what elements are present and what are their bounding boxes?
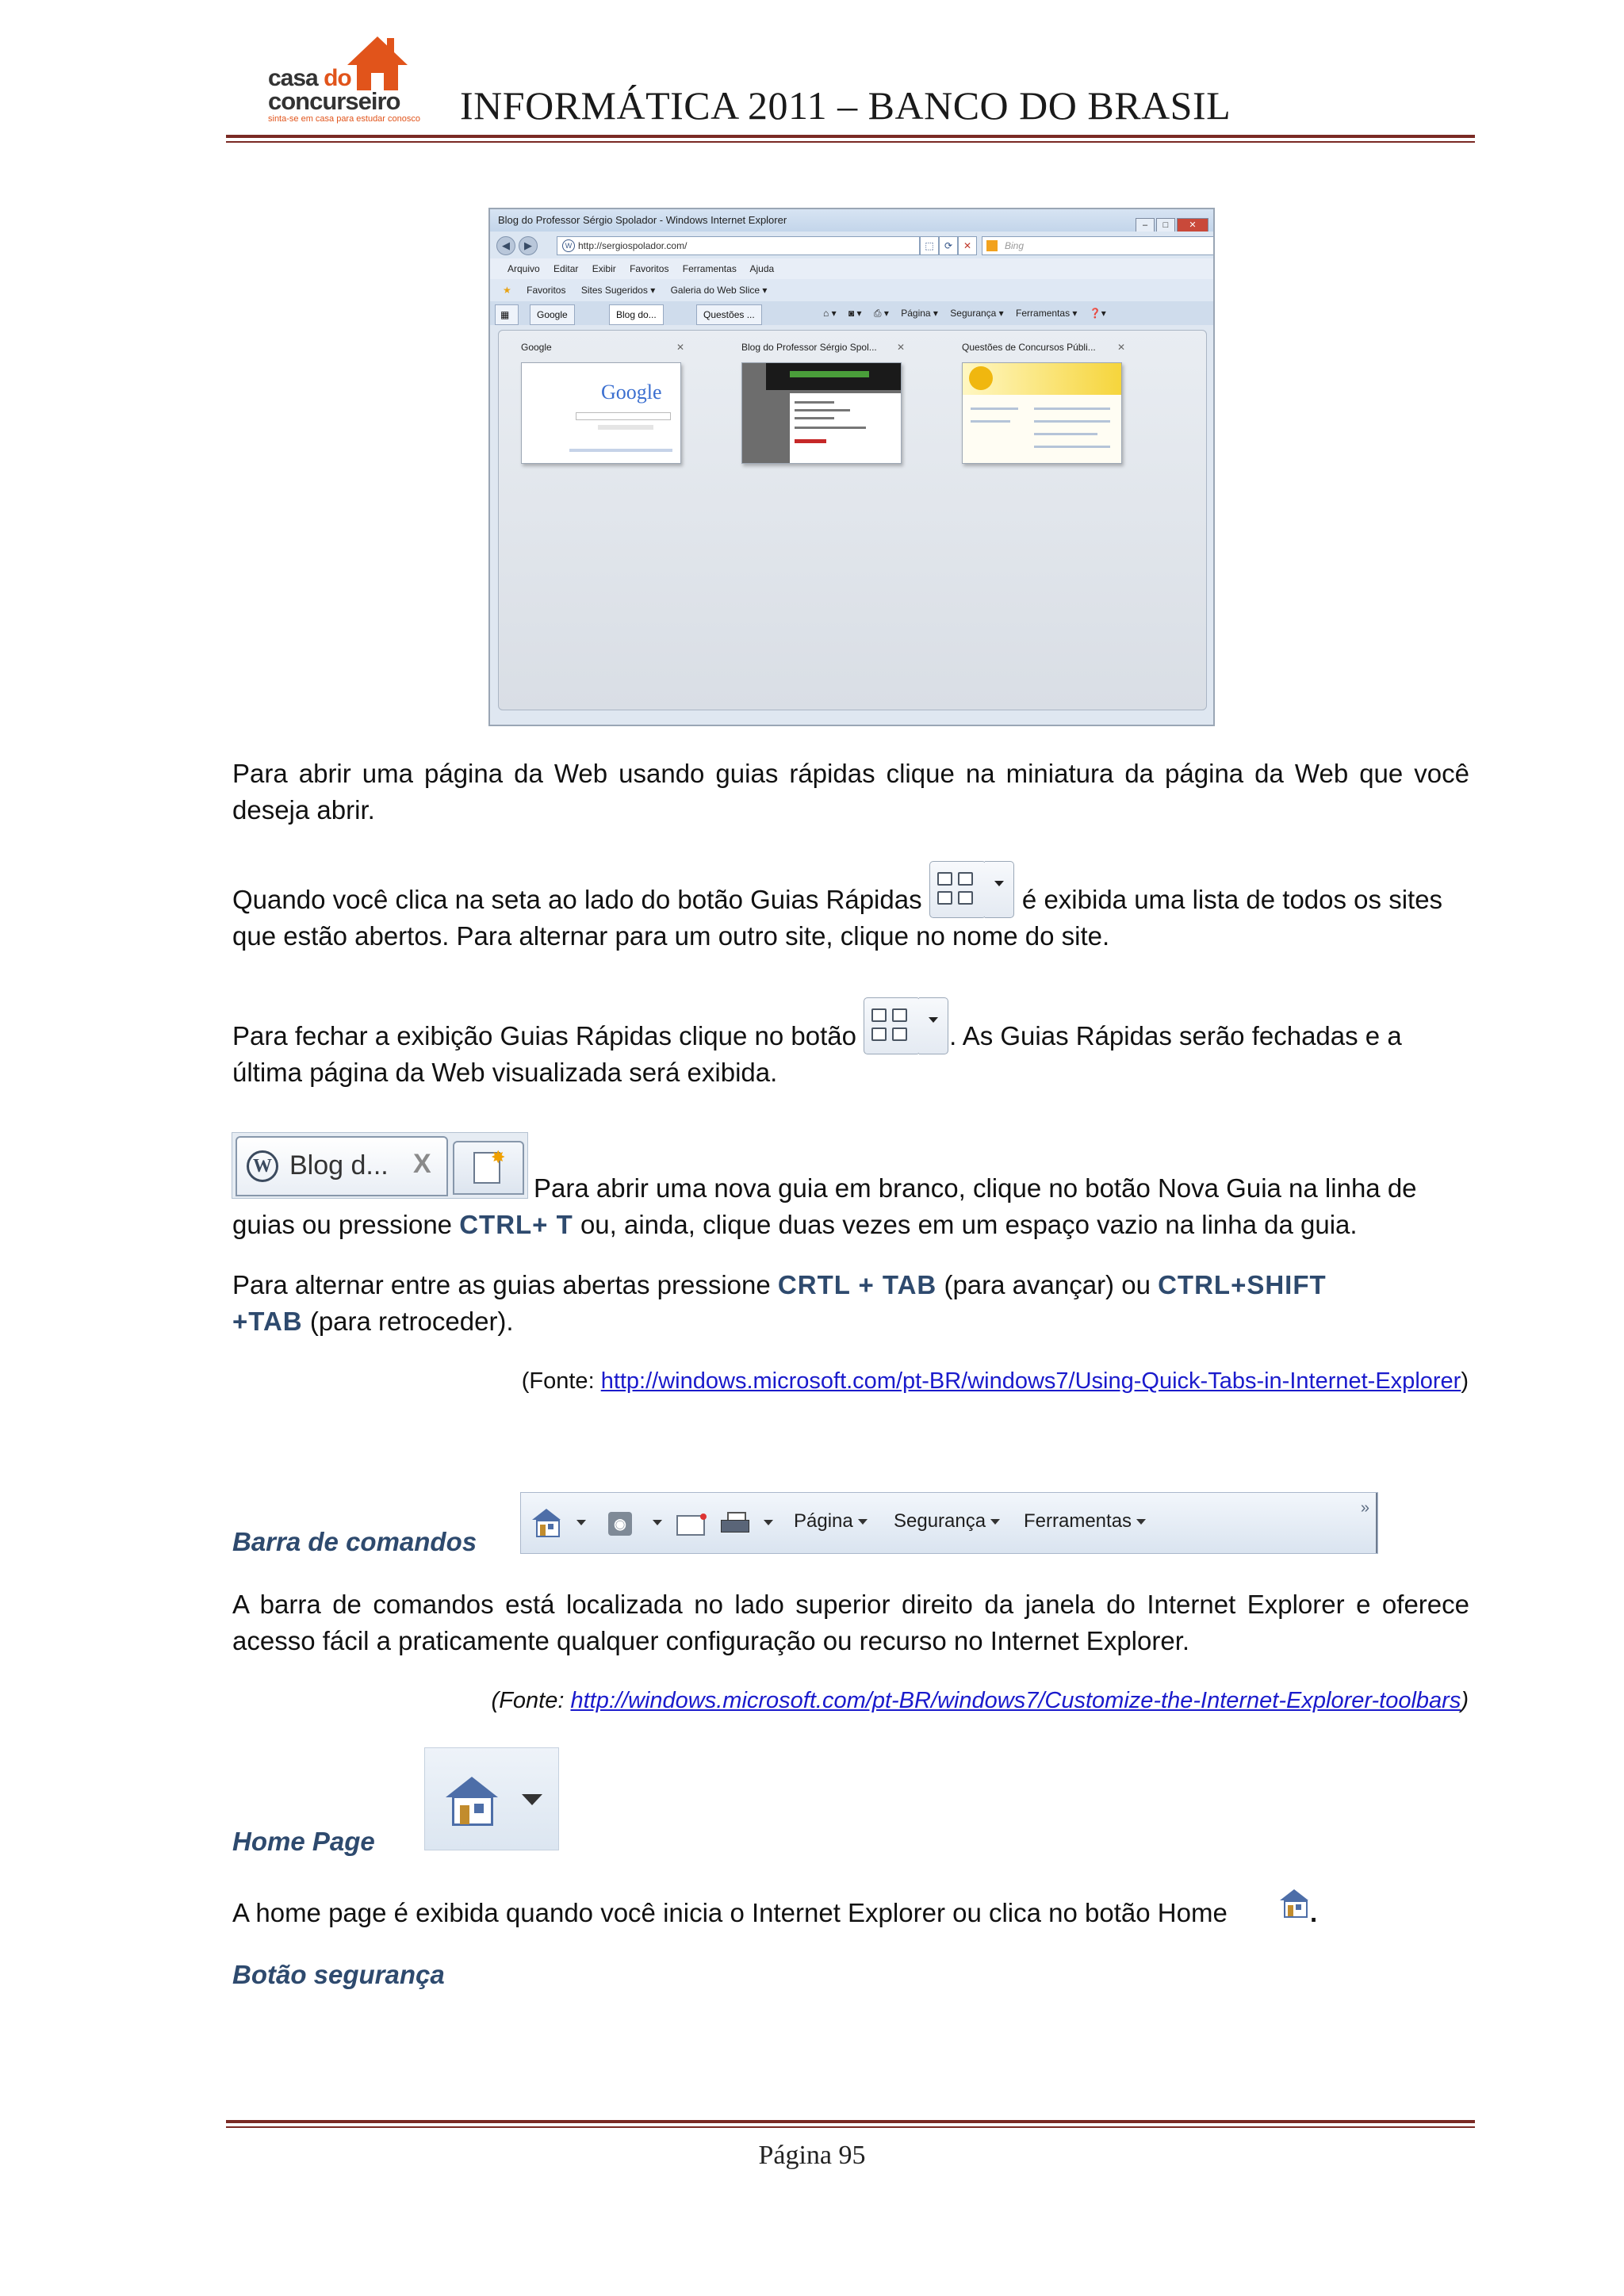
close-icon: ✕ — [676, 342, 684, 353]
home-mini-icon: ⌂ ▾ — [823, 308, 837, 319]
close-icon: ✕ — [1116, 342, 1125, 353]
close-icon: X — [413, 1149, 431, 1179]
ie-tab-row — [490, 301, 1213, 325]
paragraph-home-page — [232, 1895, 1228, 1931]
paragraph-quick-tabs-open: Para abrir uma página da Web usando guias rápidas clique na miniatura da página da Web que você deseja abrir. — [232, 759, 1469, 825]
quick-tab-title-text: Blog do Professor Sérgio Spol... — [741, 342, 877, 353]
p4-text-after: ou, ainda, clique duas vezes em um espaço vazio na linha da guia. — [573, 1210, 1358, 1239]
header-title: INFORMÁTICA 2011 – BANCO DO BRASIL — [460, 83, 1231, 128]
stop-icon: ✕ — [958, 236, 977, 255]
command-seguranca-label: Segurança — [894, 1510, 986, 1532]
quick-tab-title-text: Google — [521, 342, 552, 353]
shortcut-ctrl-tab: CRTL + TAB — [777, 1270, 937, 1299]
fav-favoritos: Favoritos — [527, 285, 566, 296]
chevron-down-icon — [576, 1520, 586, 1525]
ie-quick-tabs-view — [498, 330, 1207, 710]
p5-text-mid: (para avançar) ou — [936, 1270, 1159, 1299]
source-suffix: ) — [1461, 1688, 1469, 1713]
text-line — [795, 427, 866, 429]
chevron-down-icon — [653, 1520, 662, 1525]
close-icon: ✕ — [896, 342, 905, 353]
logo-line2: concurseiro — [268, 87, 400, 115]
more-icon: » — [1360, 1499, 1369, 1517]
compat-icon: ⬚ — [920, 236, 939, 255]
home-window — [548, 1524, 553, 1529]
text-line — [1034, 420, 1110, 423]
paragraph-switch-tabs-line1 — [232, 1267, 1327, 1303]
chevron-down-icon — [985, 861, 1014, 918]
text-line — [971, 420, 1010, 423]
grid-cell — [871, 1027, 887, 1041]
logo-do: do — [324, 65, 351, 91]
home-door — [460, 1805, 469, 1824]
p3-text-before: Para fechar a exibição Guias Rápidas clique no botão — [232, 1021, 856, 1050]
feed-mini-icon: ◙ ▾ — [848, 308, 862, 319]
text-line — [795, 417, 834, 419]
page-number: Página 95 — [758, 2141, 866, 2170]
home-icon — [1280, 1889, 1308, 1916]
heading-home-page: Home Page — [232, 1827, 375, 1856]
highlight-line — [795, 439, 826, 443]
logo-casa: casa — [268, 65, 318, 91]
footer-rule — [226, 2120, 1475, 2123]
search-buttons — [598, 425, 653, 430]
source-toolbars — [492, 1688, 1469, 1714]
paragraph-new-tab-line2 — [232, 1207, 1358, 1243]
command-ferramentas-label: Ferramentas — [1024, 1510, 1132, 1532]
header-rule-thin — [226, 141, 1475, 143]
menu-exibir: Exibir — [592, 263, 616, 274]
text-line — [1034, 433, 1097, 435]
quick-tab-thumbnail — [741, 362, 902, 464]
ie-quick-tabs-screenshot — [488, 208, 1215, 726]
printer-body — [721, 1520, 749, 1533]
back-icon: ◀ — [496, 236, 515, 255]
quick-tab-title — [741, 342, 908, 358]
mini-ferramentas: Ferramentas ▾ — [1016, 308, 1078, 319]
maximize-icon: □ — [1156, 218, 1175, 232]
tab-questoes: Questões ... — [696, 304, 762, 325]
source-link-toolbars[interactable]: http://windows.microsoft.com/pt-BR/windows7/Customize-the-Internet-Explorer-toolbars — [570, 1688, 1461, 1713]
fav-sites-sugeridos: Sites Sugeridos ▾ — [580, 285, 656, 296]
command-ferramentas — [1024, 1510, 1146, 1533]
ie-search-box: Bing — [982, 236, 1215, 255]
home-roof — [1280, 1889, 1308, 1900]
chevron-down-icon — [919, 997, 948, 1054]
chevron-down-icon — [990, 1519, 1000, 1525]
forward-icon: ▶ — [519, 236, 538, 255]
text-line — [795, 401, 834, 404]
paragraph-quick-tabs-close — [232, 997, 1469, 1091]
tab-google: Google — [530, 304, 575, 325]
source-prefix: (Fonte: — [491, 1688, 571, 1713]
paragraph-command-bar: A barra de comandos está localizada no lado superior direito da janela do Internet Explorer e oferece acesso fácil a praticamente qualquer configuração ou recurso no Internet Explorer. — [232, 1590, 1469, 1655]
wordpress-icon: W — [247, 1150, 278, 1182]
heading-barra-de-comandos: Barra de comandos — [232, 1527, 477, 1556]
grid-cell — [871, 1008, 887, 1022]
grid-cell — [958, 891, 973, 905]
p7-end-period: . — [1310, 1898, 1318, 1927]
menu-editar: Editar — [553, 263, 579, 274]
paragraph-quick-tabs-arrow — [232, 861, 1469, 955]
mini-seguranca: Segurança ▾ — [950, 308, 1004, 319]
footer-rule-thin — [226, 2126, 1475, 2128]
blog-tab-label: Blog d... — [289, 1150, 389, 1181]
close-icon: ✕ — [1177, 218, 1208, 232]
command-bar-image — [520, 1492, 1378, 1554]
shortcut-tab: +TAB — [232, 1307, 303, 1336]
home-window — [474, 1804, 484, 1813]
text-line — [1034, 408, 1110, 410]
favorites-star-icon: ★ — [503, 285, 511, 296]
p2-text-before: Quando você clica na seta ao lado do botão Guias Rápidas — [232, 885, 922, 914]
home-inline-icon-wrap — [1278, 1888, 1310, 1919]
grid-cell — [892, 1008, 907, 1022]
quick-tab-title — [521, 342, 688, 358]
grid-cell — [892, 1027, 907, 1041]
p5-text-before: Para alternar entre as guias abertas pressione — [232, 1270, 778, 1299]
feeds-icon: ◉ — [608, 1512, 632, 1536]
paragraph-new-tab-line1: Para abrir uma nova guia em branco, clique no botão Nova Guia na linha de — [534, 1173, 1417, 1203]
heading-botao-seguranca: Botão segurança — [232, 1960, 445, 1989]
home-body — [452, 1796, 493, 1826]
home-icon — [532, 1509, 561, 1536]
source-prefix: (Fonte: — [521, 1368, 601, 1394]
quick-tab-questoes — [962, 342, 1128, 464]
mini-pagina: Página ▾ — [901, 308, 938, 319]
quick-tab-blog — [741, 342, 908, 464]
home-door — [540, 1525, 546, 1536]
ie-titlebar — [490, 209, 1213, 232]
new-tab-button — [453, 1141, 524, 1195]
home-door — [1288, 1905, 1293, 1916]
command-pagina-label: Página — [794, 1510, 853, 1532]
menu-ajuda: Ajuda — [749, 263, 775, 274]
print-icon — [721, 1512, 749, 1534]
ie-address-row — [490, 232, 1213, 258]
chevron-down-icon — [522, 1794, 542, 1805]
quick-tabs-grid-icon — [929, 861, 986, 918]
chevron-down-icon — [1136, 1519, 1146, 1525]
chevron-down-icon — [858, 1519, 868, 1525]
paragraph-switch-tabs-line2 — [232, 1303, 514, 1340]
home-icon — [446, 1777, 498, 1824]
text-line — [971, 408, 1018, 410]
home-roof — [446, 1777, 498, 1797]
fav-galeria-web-slice: Galeria do Web Slice ▾ — [670, 285, 768, 296]
ie-address-bar: W http://sergiospolador.com/ — [557, 236, 920, 255]
home-roof — [532, 1509, 561, 1520]
ie-favorites-bar — [490, 279, 1213, 301]
ie-command-bar-mini — [823, 301, 1116, 325]
blog-tab-new-tab-image — [232, 1132, 528, 1199]
quick-tab-title-text: Questões de Concursos Públi... — [962, 342, 1096, 353]
command-seguranca — [894, 1510, 1000, 1533]
source-link-quick-tabs[interactable]: http://windows.microsoft.com/pt-BR/windows7/Using-Quick-Tabs-in-Internet-Explorer — [600, 1368, 1461, 1394]
google-logo: Google — [601, 381, 662, 404]
minimize-icon: – — [1136, 218, 1155, 232]
tab-blog: Blog do... — [609, 304, 664, 325]
chevron-down-icon — [764, 1520, 773, 1525]
logo-house-roof — [347, 36, 408, 65]
menu-ferramentas: Ferramentas — [682, 263, 737, 274]
site-logo — [969, 366, 993, 390]
casa-do-concurseiro-logo — [268, 35, 420, 124]
help-mini-icon: ❓▾ — [1089, 308, 1106, 319]
home-button-image — [424, 1747, 559, 1850]
home-window — [1296, 1904, 1301, 1910]
grid-cell — [937, 872, 952, 886]
blog-banner — [790, 371, 869, 377]
quick-tabs-button-icon — [864, 997, 949, 1054]
menu-favoritos: Favoritos — [630, 263, 669, 274]
source-quick-tabs — [522, 1368, 1469, 1395]
ie-window-title: Blog do Professor Sérgio Spolador - Windows Internet Explorer — [498, 214, 787, 226]
p4-text-before: guias ou pressione — [232, 1210, 460, 1239]
quick-tabs-button-icon — [929, 861, 1015, 918]
blog-tab — [236, 1136, 448, 1196]
footer-links — [569, 449, 672, 452]
new-tab-sparkle-icon: ✸ — [491, 1147, 506, 1167]
quick-tab-thumbnail — [521, 362, 681, 464]
logo-tagline: sinta-se em casa para estudar conosco — [268, 114, 420, 124]
command-pagina — [794, 1510, 868, 1533]
grid-cell — [958, 872, 973, 886]
refresh-icon: ⟳ — [939, 236, 958, 255]
quick-tabs-icon: ▦ — [495, 304, 519, 325]
mail-icon — [676, 1515, 705, 1536]
text-line — [795, 409, 850, 411]
text-line — [1034, 446, 1110, 448]
grid-cell — [937, 891, 952, 905]
menu-arquivo: Arquivo — [508, 263, 540, 274]
print-mini-icon: ⎙ ▾ — [873, 308, 889, 319]
header-rule — [226, 135, 1475, 138]
ie-menu-bar — [490, 258, 1213, 279]
shortcut-ctrl-t: CTRL+ T — [459, 1210, 573, 1239]
shortcut-ctrl-shift: CTRL+SHIFT — [1158, 1270, 1327, 1299]
p7-text: A home page é exibida quando você inicia o Internet Explorer ou clica no botão Home — [232, 1898, 1228, 1927]
p3-text-after: . As Guias Rápidas serão fechadas e a última página da Web visualizada será exibida. — [232, 1021, 1402, 1087]
search-field — [576, 412, 671, 420]
p2-text-after: é exibida uma lista de todos os sites que estão abertos. Para alternar para um outro site, clique no nome do site. — [232, 885, 1443, 951]
quick-tabs-grid-icon — [864, 997, 921, 1054]
p5-text-after: (para retroceder). — [302, 1307, 514, 1336]
quick-tab-google — [521, 342, 688, 464]
quick-tab-title — [962, 342, 1128, 358]
quick-tab-thumbnail — [962, 362, 1122, 464]
source-suffix: ) — [1461, 1368, 1469, 1394]
command-bar-separator — [1376, 1493, 1377, 1553]
